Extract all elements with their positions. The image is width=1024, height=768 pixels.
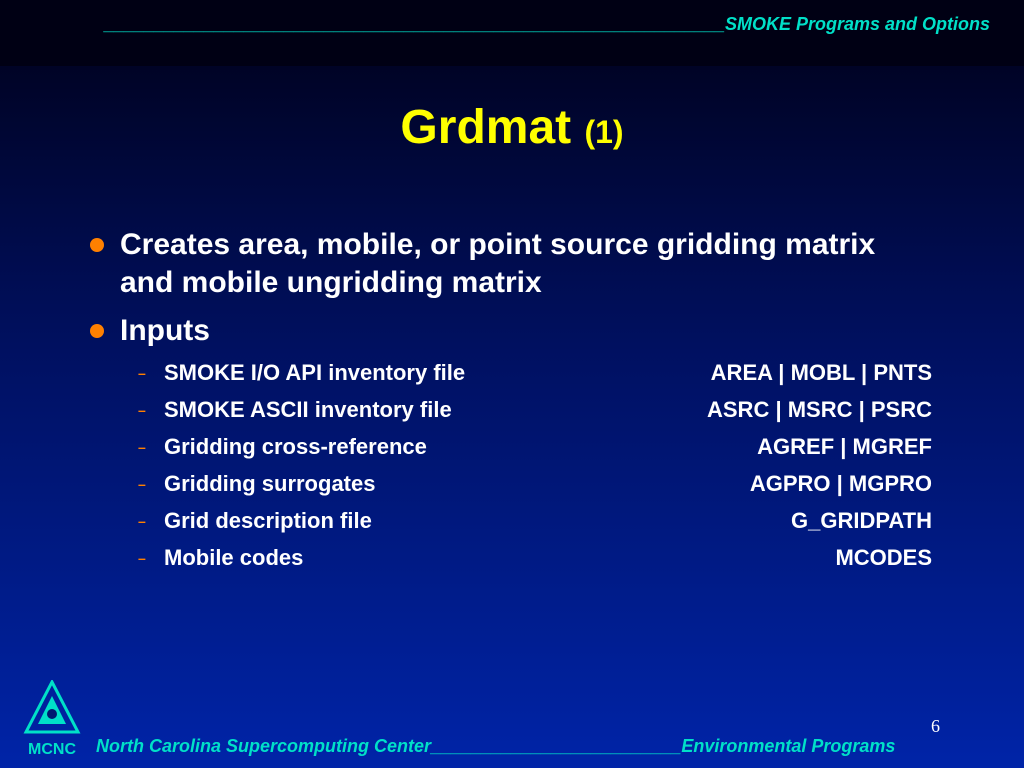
dash-icon: – xyxy=(138,513,146,529)
input-value: MCODES xyxy=(835,545,932,570)
input-row xyxy=(138,469,938,499)
input-row xyxy=(138,358,938,388)
input-label: Gridding cross-reference xyxy=(164,434,427,459)
input-row xyxy=(138,395,938,425)
page-number: 6 xyxy=(931,716,940,736)
mcnc-logo xyxy=(20,680,84,760)
logo-text: MCNC xyxy=(28,741,76,758)
header-title: SMOKE Programs and Options xyxy=(724,14,990,34)
footer-right: Environmental Programs xyxy=(681,736,896,756)
logo-center-icon xyxy=(47,709,57,719)
input-value: AGPRO | MGPRO xyxy=(749,471,932,496)
footer-left: North Carolina Supercomputing Center xyxy=(96,736,432,756)
input-value: AGREF | MGREF xyxy=(757,434,932,459)
slide-title-suffix: (1) xyxy=(584,114,624,150)
input-row xyxy=(138,432,938,462)
input-label: Mobile codes xyxy=(164,545,304,570)
slide-title-main: Grdmat xyxy=(400,101,572,154)
dash-icon: – xyxy=(138,365,146,381)
input-label: Gridding surrogates xyxy=(164,471,376,496)
footer-underline: _________________________ xyxy=(431,736,682,756)
bullet-text: Creates area, mobile, or point source gridding matrix and mobile ungridding matrix xyxy=(120,228,876,299)
dash-icon: – xyxy=(138,550,146,566)
input-value: G_GRIDPATH xyxy=(791,508,932,533)
header-underline: ______________________________________________________________ xyxy=(104,14,725,34)
bullet-text: Inputs xyxy=(120,314,210,347)
header-title-line xyxy=(104,14,990,35)
slide-title xyxy=(0,100,1024,155)
input-value: AREA | MOBL | PNTS xyxy=(710,360,932,385)
dash-icon: – xyxy=(138,439,146,455)
input-label: SMOKE I/O API inventory file xyxy=(164,360,466,385)
dash-icon: – xyxy=(138,476,146,492)
dash-icon: – xyxy=(138,402,146,418)
footer-line xyxy=(96,736,895,757)
bullet-dot-icon xyxy=(90,324,104,338)
input-row xyxy=(138,543,938,573)
input-value: ASRC | MSRC | PSRC xyxy=(707,397,932,422)
bullet-dot-icon xyxy=(90,238,104,252)
input-label: Grid description file xyxy=(164,508,372,533)
input-row xyxy=(138,506,938,536)
input-label: SMOKE ASCII inventory file xyxy=(164,397,452,422)
